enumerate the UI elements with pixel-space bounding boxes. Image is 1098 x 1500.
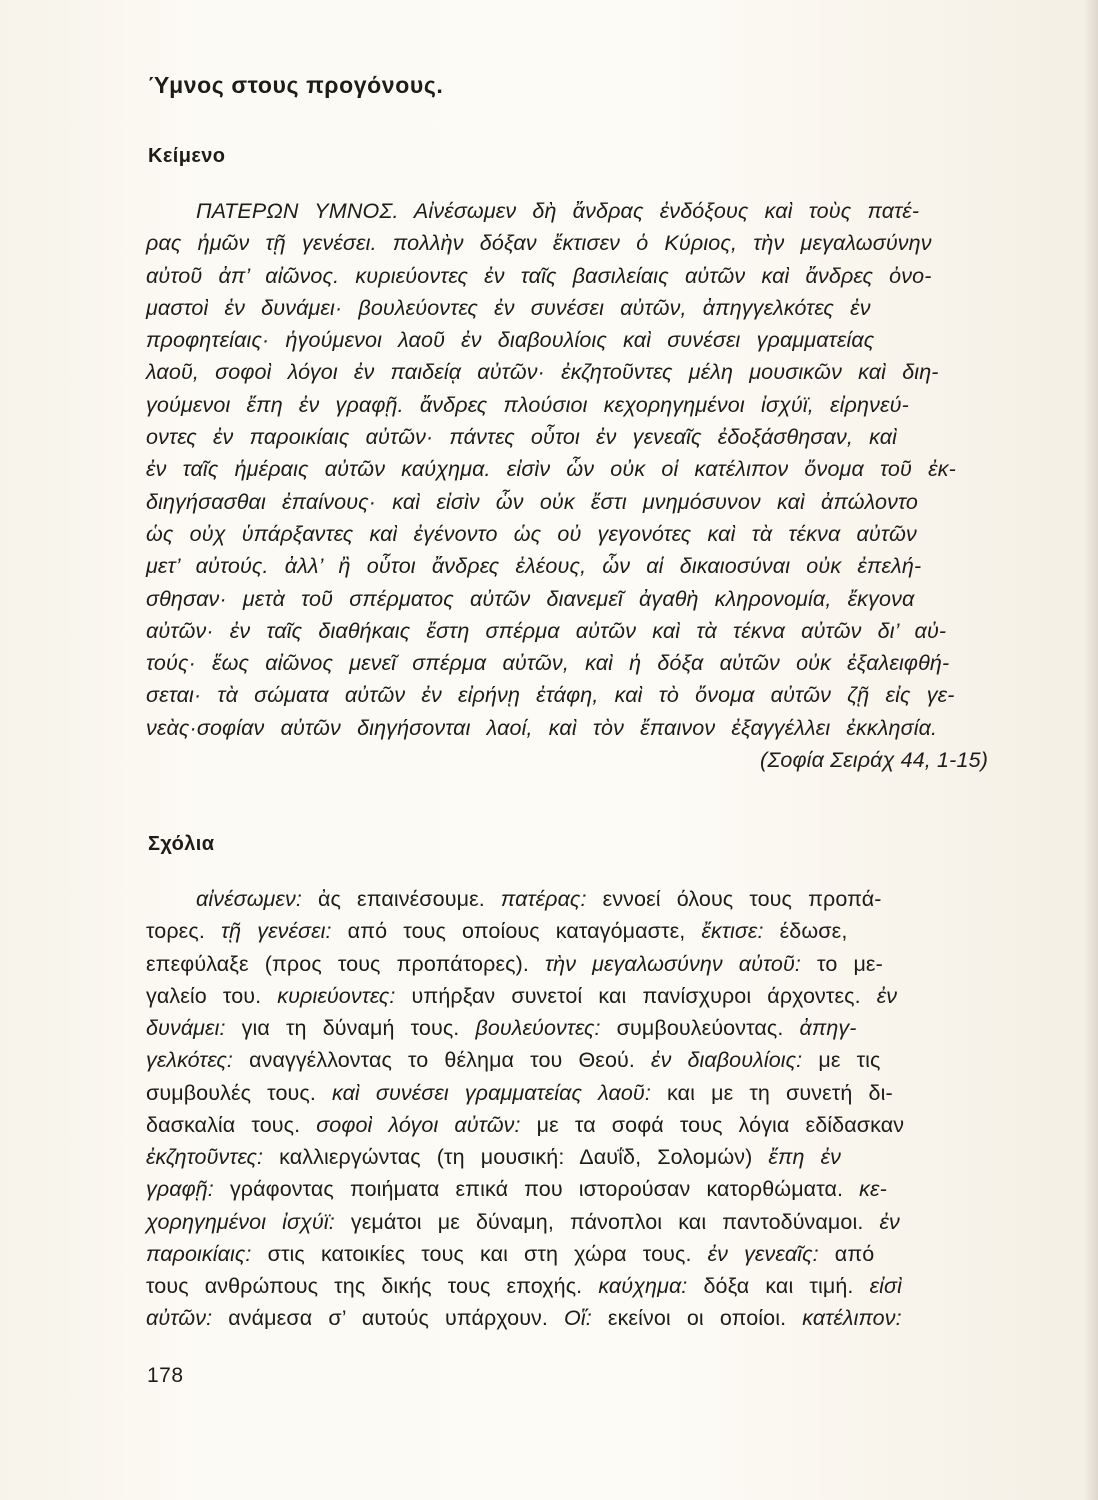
notes-term: παροικίαις:	[146, 1241, 252, 1266]
notes-gloss: αναγγέλλοντας το θέλημα του Θεού.	[233, 1048, 652, 1073]
hymn-line: γούμενοι ἔπη ἐν γραφῇ. ἄνδρες πλούσιοι κεχορηγημένοι ἰσχύϊ, εἰρηνεύ-	[146, 392, 909, 417]
notes-line	[146, 1206, 988, 1238]
hymn-source-citation: (Σοφία Σειράχ 44, 1-15)	[760, 748, 988, 773]
notes-term: ἔκτισε:	[701, 919, 764, 944]
notes-term: αἰνέσωμεν:	[196, 887, 302, 911]
notes-gloss: γαλείο του.	[146, 983, 278, 1008]
notes-gloss: από	[818, 1241, 875, 1266]
hymn-line: διηγήσασθαι ἐπαίνους· καὶ εἰσὶν ὧν οὐκ ἔστι μνημόσυνον καὶ ἀπώλοντο	[146, 489, 919, 514]
notes-gloss: τους ανθρώπους της δικής τους εποχής.	[146, 1274, 599, 1298]
notes-line	[146, 1044, 988, 1076]
notes-term: καὶ συνέσει γραμματείας λαοῦ:	[331, 1080, 651, 1105]
hymn-line: οντες ἐν παροικίαις αὐτῶν· πάντες οὗτοι ἐν γενεαῖς ἐδοξάσθησαν, καὶ	[146, 425, 898, 450]
notes-term: αὐτῶν:	[146, 1306, 213, 1331]
notes-term: κατέλιπον:	[802, 1306, 902, 1331]
hymn-line: ΠΑΤΕΡΩΝ ΥΜΝΟΣ. Αἰνέσωμεν δὴ ἄνδρας ἐνδόξους καὶ τοὺς πατέ-	[196, 199, 920, 223]
notes-text	[146, 883, 988, 1335]
notes-term: ἐκζητοῦντες:	[146, 1145, 264, 1169]
hymn-line: ἐν ταῖς ἡμέραις αὐτῶν καύχημα. εἰσὶν ὧν οὐκ οἱ κατέλιπον ὄνομα τοῦ ἐκ-	[146, 457, 956, 482]
notes-gloss: συμβουλεύοντας.	[600, 1016, 800, 1040]
notes-line	[146, 1012, 988, 1044]
notes-line	[146, 1077, 988, 1109]
notes-gloss: με τις	[802, 1048, 881, 1073]
notes-term: ἀπηγ-	[799, 1016, 857, 1040]
notes-gloss: επεφύλαξε (προς τους προπάτορες).	[146, 951, 546, 976]
hymn-line: αὐτῶν· ἐν ταῖς διαθήκαις ἔστη σπέρμα αὐτῶν καὶ τὰ τέκνα αὐτῶν δι’ αὐ-	[146, 618, 947, 643]
notes-line	[146, 1173, 988, 1205]
notes-gloss: καλλιεργώντας (τη μουσική: Δαυΐδ, Σολομών)	[263, 1145, 769, 1169]
hymn-line: ὡς οὐχ ὑπάρξαντες καὶ ἐγένοντο ὡς οὐ γεγονότες καὶ τὰ τέκνα αὐτῶν	[146, 521, 917, 546]
notes-line	[146, 1238, 988, 1270]
notes-gloss: έδωσε,	[763, 919, 848, 944]
hymn-line: ρας ἡμῶν τῇ γενέσει. πολλὴν δόξαν ἔκτισεν ὁ Κύριος, τὴν μεγαλωσύνην	[146, 231, 932, 256]
notes-line	[146, 1109, 988, 1141]
notes-gloss: από τους οποίους καταγόμαστε,	[331, 919, 702, 944]
notes-gloss: τορες.	[146, 919, 221, 944]
notes-term: καύχημα:	[598, 1274, 688, 1298]
hymn-line: νεὰς·σοφίαν αὐτῶν διηγήσονται λαοί, καὶ τὸν ἔπαινον ἐξαγγέλλει ἐκκλησία.	[146, 715, 938, 740]
hymn-line: προφητείαις· ἡγούμενοι λαοῦ ἐν διαβουλίοις καὶ συνέσει γραμματείας	[146, 328, 875, 353]
hymn-line: αὐτοῦ ἀπ’ αἰῶνος. κυριεύοντες ἐν ταῖς βασιλείαις αὐτῶν καὶ ἄνδρες ὀνο-	[146, 263, 932, 288]
section-heading-text: Κείμενο	[148, 145, 226, 167]
notes-term: ἐν	[879, 1209, 900, 1234]
notes-gloss: συμβουλές τους.	[146, 1080, 332, 1105]
page-number: 178	[147, 1364, 184, 1387]
notes-term: σοφοὶ λόγοι αὐτῶν:	[316, 1112, 521, 1137]
notes-term: Οἵ:	[564, 1306, 592, 1331]
notes-gloss: στις κατοικίες τους και στη χώρα τους.	[251, 1241, 708, 1266]
notes-term: τῇ γενέσει:	[220, 919, 332, 944]
notes-gloss: για τη δύναμή τους.	[225, 1016, 476, 1040]
notes-line	[146, 1302, 988, 1334]
notes-gloss: ἀς επαινέσουμε.	[301, 887, 501, 911]
hymn-line: μαστοὶ ἐν δυνάμει· βουλεύοντες ἐν συνέσει αὐτῶν, ἀπηγγελκότες ἐν	[146, 295, 871, 320]
notes-gloss: γράφοντας ποιήματα επικά που ιστορούσαν κατορθώματα.	[213, 1177, 860, 1202]
notes-term: πατέρας:	[500, 887, 587, 911]
page-edge-shadow	[1084, 0, 1098, 1500]
notes-term: χορηγημένοι ἰσχύϊ:	[146, 1209, 335, 1234]
hymn-line: σθησαν· μετὰ τοῦ σπέρματος αὐτῶν διανεμεῖ ἀγαθὴ κληρονομία, ἔκγονα	[146, 586, 915, 611]
notes-term: ἐν γενεαῖς:	[707, 1241, 819, 1266]
notes-gloss: γεμάτοι με δύναμη, πάνοπλοι και παντοδύναμοι.	[334, 1209, 880, 1234]
notes-line	[146, 948, 988, 980]
notes-gloss: με τα σοφά τους λόγια εδίδασκαν	[520, 1112, 905, 1137]
notes-gloss: εννοεί όλους τους προπά-	[586, 887, 882, 911]
notes-gloss: δασκαλία τους.	[146, 1112, 317, 1137]
hymn-line: μετ’ αὐτούς. ἀλλ’ ἢ οὗτοι ἄνδρες ἐλέους, ὧν αἱ δικαιοσύναι οὐκ ἐπελή-	[146, 554, 922, 579]
notes-gloss: το με-	[800, 951, 883, 976]
page-title: Ύμνος στους προγόνους.	[148, 72, 444, 98]
hymn-line: λαοῦ, σοφοὶ λόγοι ἐν παιδείᾳ αὐτῶν· ἐκζητοῦντες μέλη μουσικῶν καὶ διη-	[146, 360, 939, 385]
notes-gloss: εκείνοι οι οποίοι.	[591, 1306, 803, 1331]
section-heading-notes: Σχόλια	[148, 833, 215, 855]
notes-term: εἰσὶ	[869, 1274, 902, 1298]
hymn-line: σεται· τὰ σώματα αὐτῶν ἐν εἰρήνῃ ἐτάφη, καὶ τὸ ὄνομα αὐτῶν ζῇ εἰς γε-	[146, 683, 955, 708]
notes-line	[146, 980, 988, 1012]
notes-line	[146, 1141, 988, 1173]
notes-term: κε-	[859, 1177, 887, 1202]
notes-term: κυριεύοντες:	[277, 983, 396, 1008]
notes-gloss: ανάμεσα σ’ αυτούς υπάρχουν.	[212, 1306, 565, 1331]
notes-line	[146, 1270, 988, 1302]
notes-gloss: και με τη συνετή δι-	[650, 1080, 893, 1105]
notes-term: ἔπη ἐν	[768, 1145, 841, 1169]
notes-term: ἐν διαβουλίοις:	[651, 1048, 803, 1073]
notes-term: τὴν μεγαλωσύνην αὐτοῦ:	[545, 951, 801, 976]
notes-term: γραφῇ:	[146, 1177, 214, 1202]
hymn-line: τούς· ἕως αἰῶνος μενεῖ σπέρμα αὐτῶν, καὶ ἡ δόξα αὐτῶν οὐκ ἐξαλειφθή-	[146, 651, 950, 676]
notes-term: δυνάμει:	[146, 1016, 226, 1040]
notes-gloss: υπήρξαν συνετοί και πανίσχυροι άρχοντες.	[395, 983, 877, 1008]
hymn-text	[146, 195, 988, 776]
notes-term: ἐν	[876, 983, 898, 1008]
notes-line	[146, 915, 988, 947]
notes-gloss: δόξα και τιμή.	[687, 1274, 870, 1298]
notes-term: βουλεύοντες:	[475, 1016, 601, 1040]
notes-line	[146, 883, 988, 915]
notes-term: γελκότες:	[146, 1048, 233, 1073]
